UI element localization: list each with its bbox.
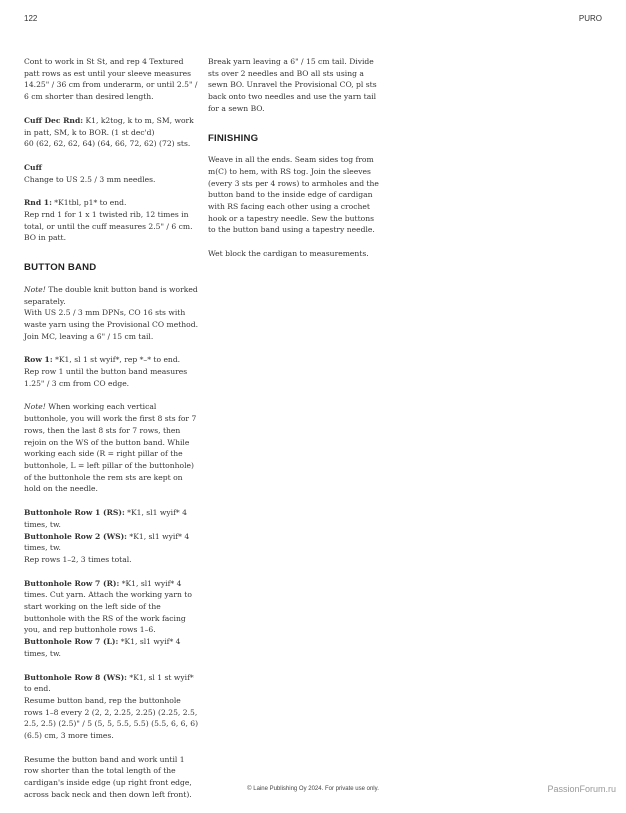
running-title: PURO [578,14,602,23]
cuff-dec-counts: 60 (62, 62, 62, 64) (64, 66, 72, 62) (72) sts. [24,139,191,149]
cuff-dec-label: Cuff Dec Rnd: [24,115,84,125]
bh7r-label: Buttonhole Row 7 (R): [24,578,120,588]
cuff-label: Cuff [24,162,42,172]
bh8-more: Resume button band, rep the buttonhole rows 1–8 every 2 (2, 2, 2.25, 2.25) (2.25, 2.5, 2.5, 2.5) (2.5)" / 5 (5, 5, 5.5, 5.5) (5.5, 6, 6, 6) (6.5) cm, 3 more times. [24,695,199,741]
rnd1-more: Rep rnd 1 for 1 x 1 twisted rib, 12 times in total, or until the cuff measures 2.5" / 6 cm. BO in patt. [24,210,193,243]
sleeve-paragraph: Cont to work in St St, and rep 4 Textured patt rows as est until your sleeve measures 14.25" / 36 cm from underarm, or until 2.5" / 6 cm shorter than desired length. [24,57,198,102]
watermark: PassionForum.ru [547,784,616,794]
page-header [24,14,602,23]
bh2-text: *K1, sl1 wyif* 4 times, tw. [24,531,190,553]
cuff-text: Change to US 2.5 / 3 mm needles. [24,174,156,184]
note1-label: Note! [24,284,46,294]
note2-label: Note! [24,402,46,412]
note1-more: With US 2.5 / 3 mm DPNs, CO 16 sts with waste yarn using the Provisional CO method. Join MC, leaving a 6" / 15 cm tail. [24,308,198,341]
buttonhole-row-8 [24,672,200,742]
bh1-text: *K1, sl1 wyif* 4 times, tw. [24,508,187,529]
button-band-heading: BUTTON BAND [24,262,97,274]
rnd1-label: Rnd 1: [24,198,52,208]
bh-rep: Rep rows 1–2, 3 times total. [24,554,132,564]
bh8-text: *K1, sl 1 st wyif* to end. [24,672,194,694]
break-yarn-paragraph: Break yarn leaving a 6" / 15 cm tail. Divide sts over 2 needles and BO all sts using a sewn BO. Unravel the Provisional CO, pl sts back onto two needles and use the yarn tail for a sewn BO. [208,57,377,113]
wet-block-paragraph: Wet block the cardigan to measurements. [208,249,369,259]
page-number: 122 [24,14,38,23]
note2-text: When working each vertical buttonhole, you will work the first 8 sts for 7 rows, then the last 8 sts for 7 rows, then rejoin on the WS of the button band. While working each side (R = right pillar of the buttonhole, L = left pillar of the buttonhole) of the buttonhole the rem sts are kept on hold on the needle. [24,402,197,494]
left-column [24,56,200,813]
bh1-label: Buttonhole Row 1 (RS): [24,508,125,518]
finishing-heading: FINISHING [208,132,259,144]
row1-label: Row 1: [24,355,53,365]
bh7r-text: *K1, sl1 wyif* 4 times. Cut yarn. Attach the working yarn to start working on the left side of the buttonhole with the RS of the work facing you, and rep buttonhole rows 1–6. [24,578,192,635]
right-column [208,56,384,272]
rnd1-text: *K1tbl, p1* to end. [51,198,127,208]
cuff-paragraph [24,162,200,185]
note1-paragraph [24,284,200,343]
note2-paragraph [24,401,200,495]
resume-paragraph: Resume the button band and work until 1 row shorter than the total length of the cardigan's inside edge (up right front edge, across back neck and then down left front). [24,754,192,799]
cuff-dec-text: K1, k2tog, k to m, SM, work in patt, SM, k to BOR. (1 st dec'd) [24,115,194,137]
bh7l-label: Buttonhole Row 7 (L): [24,637,119,647]
buttonhole-rows-1-2 [24,507,200,566]
footer-copyright: © Laine Publishing Oy 2024. For private use only. [247,786,379,792]
row1-text: *K1, sl 1 st wyif*, rep *–* to end. [52,355,181,365]
bh2-label: Buttonhole Row 2 (WS): [24,531,127,541]
buttonhole-row-7 [24,578,200,660]
row1-paragraph [24,354,200,389]
note1-text: The double knit button band is worked separately. [24,284,198,306]
row1-more: Rep row 1 until the button band measures 1.25" / 3 cm from CO edge. [24,367,188,388]
finishing-paragraph: Weave in all the ends. Seam sides tog from m(C) to hem, with RS tog. Join the sleeves (every 3 sts per 4 rows) to armholes and the button band to the inside edge of cardigan with RS facing each other using a crochet hook or a tapestry needle. Sew the buttons to the button band using a tapestry needle. [208,155,379,235]
rnd1-paragraph [24,197,200,244]
cuff-dec-paragraph [24,115,200,150]
bh8-label: Buttonhole Row 8 (WS): [24,672,127,682]
bh7l-text: *K1, sl1 wyif* 4 times, tw. [24,637,181,658]
